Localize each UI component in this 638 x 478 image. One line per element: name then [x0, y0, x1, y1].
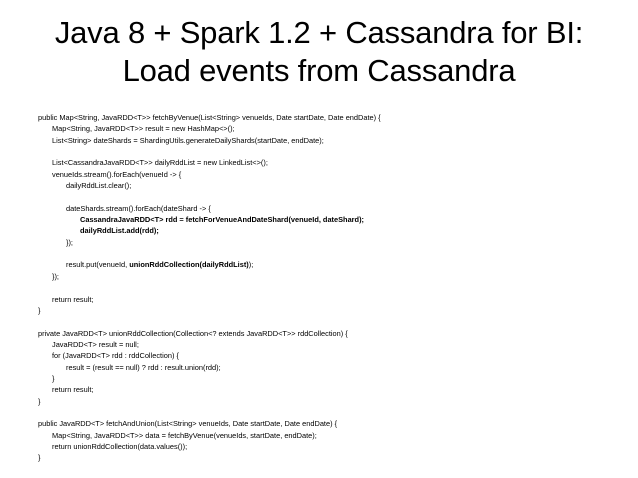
- code-line: [38, 169, 618, 180]
- code-line: [38, 180, 618, 191]
- code-line: [38, 271, 618, 282]
- code-line: [38, 396, 618, 407]
- code-line: [38, 191, 618, 202]
- code-line: [38, 214, 618, 225]
- code-segment: public Map<String, JavaRDD<T>> fetchByVenue(List<String> venueIds, Date startDate, Date endDate) {: [38, 113, 381, 122]
- code-line: [38, 316, 618, 327]
- slide-title-line-1: Java 8 + Spark 1.2 + Cassandra for BI:: [54, 15, 584, 50]
- code-segment: }: [52, 373, 55, 383]
- slide-title-line-2: Load events from Cassandra: [122, 53, 516, 88]
- code-line: [38, 135, 618, 146]
- code-line: [38, 407, 618, 418]
- code-line: [38, 350, 618, 361]
- code-segment: Map<String, JavaRDD<T>> result = new HashMap<>();: [52, 124, 235, 134]
- code-segment: venueIds.stream().forEach(venueId -> {: [52, 169, 182, 179]
- code-line: [38, 203, 618, 214]
- code-segment: result = (result == null) ? rdd : result.union(rdd);: [66, 362, 221, 372]
- code-line: [38, 328, 618, 339]
- code-line: [38, 384, 618, 395]
- code-segment: return unionRddCollection(data.values());: [52, 441, 188, 451]
- code-segment-bold: CassandraJavaRDD<T> rdd = fetchForVenueAndDateShard(venueId, dateShard);: [80, 215, 364, 225]
- code-segment: List<CassandraJavaRDD<T>> dailyRddList = new LinkedList<>();: [52, 158, 268, 168]
- code-line: [38, 259, 618, 270]
- code-segment: return result;: [52, 294, 94, 304]
- code-segment: private JavaRDD<T> unionRddCollection(Collection<? extends JavaRDD<T>> rddCollection) {: [38, 328, 348, 338]
- code-line: [38, 452, 618, 463]
- code-line: [38, 294, 618, 305]
- code-segment: dateShards.stream().forEach(dateShard -> {: [66, 203, 211, 213]
- code-segment: });: [52, 271, 59, 281]
- code-segment: List<String> dateShards = ShardingUtils.generateDailyShards(startDate, endDate);: [52, 135, 324, 145]
- code-line: [38, 373, 618, 384]
- code-line: [38, 123, 618, 134]
- code-line: [38, 282, 618, 293]
- code-line: [38, 362, 618, 373]
- code-line: [38, 237, 618, 248]
- code-line: [38, 418, 618, 429]
- code-segment: for (JavaRDD<T> rdd : rddCollection) {: [52, 351, 179, 361]
- code-segment: public JavaRDD<T> fetchAndUnion(List<String> venueIds, Date startDate, Date endDate) {: [38, 419, 338, 429]
- code-line: [38, 146, 618, 157]
- code-line: [38, 441, 618, 452]
- code-line: [38, 430, 618, 441]
- code-block: [38, 112, 618, 464]
- code-segment: result.put(venueId,: [66, 260, 130, 270]
- code-segment: });: [66, 237, 73, 247]
- code-line: [38, 157, 618, 168]
- code-segment-bold: unionRddCollection(dailyRddList): [129, 260, 249, 270]
- code-line: [38, 112, 618, 123]
- code-line: [38, 225, 618, 236]
- code-line: [38, 248, 618, 259]
- code-segment: }: [38, 305, 41, 315]
- code-segment-bold: dailyRddList.add(rdd);: [80, 226, 159, 236]
- code-line: [38, 305, 618, 316]
- code-segment: Map<String, JavaRDD<T>> data = fetchByVenue(venueIds, startDate, endDate);: [52, 430, 317, 440]
- code-segment: JavaRDD<T> result = null;: [52, 339, 139, 349]
- code-segment: );: [248, 260, 254, 270]
- code-segment: }: [38, 453, 41, 463]
- code-line: [38, 339, 618, 350]
- code-segment: }: [38, 396, 41, 406]
- code-segment: dailyRddList.clear();: [66, 181, 132, 191]
- code-segment: return result;: [52, 385, 94, 395]
- slide-title: [20, 14, 618, 90]
